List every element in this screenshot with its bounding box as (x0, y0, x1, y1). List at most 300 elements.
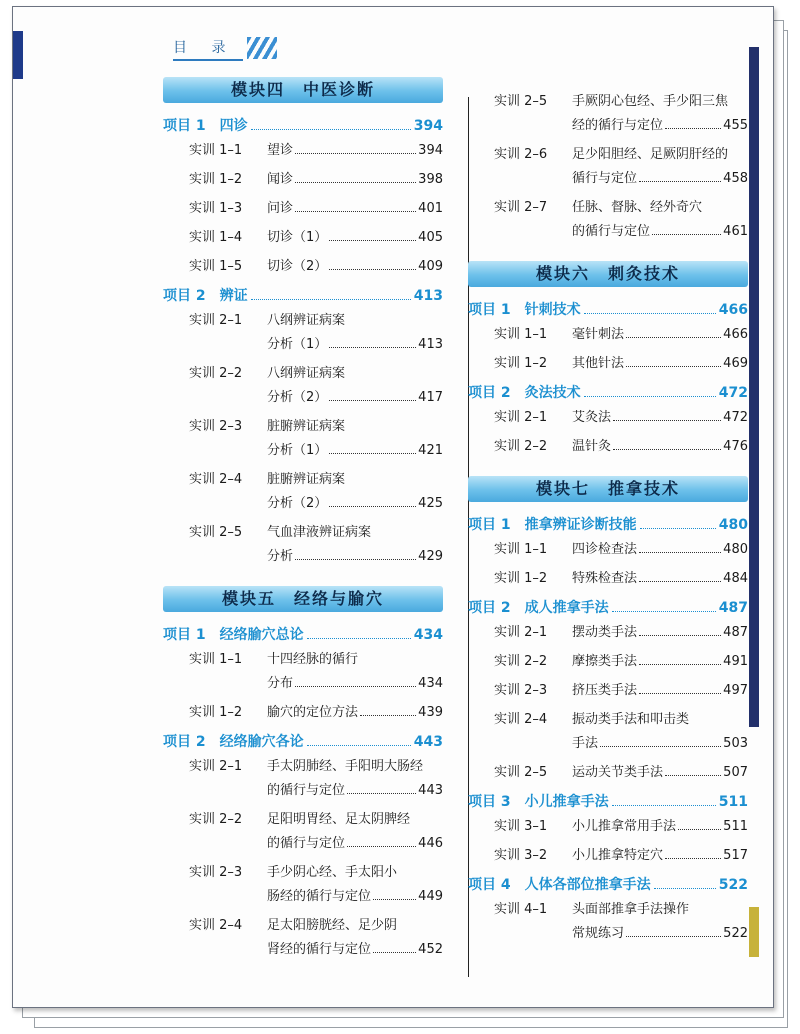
entry-line (267, 861, 443, 885)
entry-body (572, 352, 748, 376)
entry-body (572, 898, 748, 946)
entry-page-number: 443 (418, 783, 443, 798)
entry-title: 十四经脉的循行 (267, 652, 359, 667)
entry-line (572, 732, 748, 756)
entry-line (267, 808, 443, 832)
entry-page-number: 398 (418, 172, 443, 187)
entry-title: 足少阳胆经、足厥阴肝经的 (572, 147, 729, 162)
project-name: 针刺技术 (524, 302, 581, 318)
toc-entry (163, 808, 443, 856)
project-page-number: 413 (413, 288, 443, 304)
entry-line (267, 226, 443, 250)
entry-body (572, 650, 748, 674)
entry-title: 的循行与定位 (572, 224, 651, 239)
entry-page-number: 503 (723, 736, 748, 751)
entry-number: 实训 1–4 (189, 230, 243, 245)
toc-entry (468, 650, 748, 674)
entry-page-number: 461 (723, 224, 748, 239)
cover-edge-yellow (749, 907, 759, 957)
entry-number: 实训 2–4 (189, 472, 243, 487)
entry-number: 实训 3–1 (494, 819, 548, 834)
project-name: 人体各部位推拿手法 (524, 877, 651, 893)
entry-line (572, 922, 748, 946)
project-name: 灸法技术 (524, 385, 581, 401)
toc-entry (163, 255, 443, 279)
left-column (163, 77, 443, 967)
entry-title: 任脉、督脉、经外奇穴 (572, 200, 703, 215)
entry-body (267, 701, 443, 725)
leader-dots (584, 313, 716, 314)
leader-dots (639, 552, 721, 553)
entry-page-number: 394 (418, 143, 443, 158)
leader-dots (639, 635, 721, 636)
entry-line (267, 255, 443, 279)
leader-dots (373, 899, 416, 900)
entry-page-number: 522 (723, 926, 748, 941)
entry-number: 实训 1–1 (189, 143, 243, 158)
entry-line (267, 168, 443, 192)
entry-title: 脏腑辨证病案 (267, 472, 346, 487)
entry-number: 实训 4–1 (494, 902, 548, 917)
entry-number: 实训 2–5 (189, 525, 243, 540)
entry-line (572, 406, 748, 430)
entry-page-number: 434 (418, 676, 443, 691)
entry-body (572, 435, 748, 459)
entry-line (267, 521, 443, 545)
entry-page-number: 480 (723, 542, 748, 557)
toc-entry (468, 90, 748, 138)
entry-title: 振动类手法和叩击类 (572, 712, 690, 727)
entry-number: 实训 2–3 (494, 683, 548, 698)
toc-entry (468, 815, 748, 839)
project-number: 项目 1 (468, 302, 511, 318)
entry-line (267, 545, 443, 569)
entry-body (267, 521, 443, 569)
module-title-bar: 模块五 经络与腧穴 (163, 586, 443, 612)
page-title: 目 录 (173, 40, 236, 56)
entry-line (267, 362, 443, 386)
entry-line (267, 439, 443, 463)
entry-body (572, 196, 748, 244)
entry-title: 足阳明胃经、足太阴脾经 (267, 812, 411, 827)
header-slash-decoration (247, 37, 277, 59)
entry-page-number: 466 (723, 327, 748, 342)
entry-line (572, 196, 748, 220)
entry-body (267, 861, 443, 909)
leader-dots (347, 846, 416, 847)
project-number: 项目 1 (163, 627, 206, 643)
entry-line (267, 648, 443, 672)
entry-line (267, 468, 443, 492)
entry-line (267, 701, 443, 725)
leader-dots (329, 347, 416, 348)
project-number: 项目 2 (163, 288, 206, 304)
entry-title: 摩擦类手法 (572, 654, 638, 669)
entry-page-number: 405 (418, 230, 443, 245)
entry-body (267, 139, 443, 163)
entry-title: 八纲辨证病案 (267, 313, 346, 328)
entry-number: 实训 3–2 (494, 848, 548, 863)
cover-edge-blue (13, 31, 23, 79)
entry-page-number: 421 (418, 443, 443, 458)
entry-body (572, 143, 748, 191)
toc-entry (163, 468, 443, 516)
leader-dots (307, 745, 411, 746)
project-page-number: 487 (718, 600, 748, 616)
module-title-bar: 模块六 刺灸技术 (468, 261, 748, 287)
entry-line (267, 914, 443, 938)
entry-number: 实训 2–2 (494, 439, 548, 454)
entry-body (267, 255, 443, 279)
entry-title: 切诊（2） (267, 259, 328, 274)
entry-line (572, 679, 748, 703)
project-heading (163, 285, 443, 305)
project-page-number: 394 (413, 118, 443, 134)
toc-entry (468, 679, 748, 703)
project-page-number: 472 (718, 385, 748, 401)
entry-line (572, 538, 748, 562)
project-page-number: 434 (413, 627, 443, 643)
entry-title: 手太阴肺经、手阳明大肠经 (267, 759, 424, 774)
cover-edge-navy (749, 47, 759, 727)
entry-page-number: 476 (723, 439, 748, 454)
entry-body (267, 914, 443, 962)
entry-number: 实训 2–3 (189, 419, 243, 434)
entry-number: 实训 1–3 (189, 201, 243, 216)
leader-dots (639, 181, 721, 182)
entry-body (572, 567, 748, 591)
entry-page-number: 425 (418, 496, 443, 511)
entry-body (572, 621, 748, 645)
entry-title: 的循行与定位 (267, 836, 346, 851)
entry-line (267, 197, 443, 221)
leader-dots (295, 559, 416, 560)
entry-page-number: 484 (723, 571, 748, 586)
entry-body (267, 362, 443, 410)
entry-title: 毫针刺法 (572, 327, 625, 342)
project-heading (163, 624, 443, 644)
entry-number: 实训 2–2 (189, 812, 243, 827)
leader-dots (639, 664, 721, 665)
entry-number: 实训 2–5 (494, 765, 548, 780)
entry-title: 肾经的循行与定位 (267, 942, 372, 957)
entry-number: 实训 1–1 (494, 327, 548, 342)
entry-line (572, 114, 748, 138)
entry-line (572, 567, 748, 591)
leader-dots (640, 528, 716, 529)
entry-line (267, 492, 443, 516)
toc-entry (468, 196, 748, 244)
toc-entry (163, 309, 443, 357)
toc-entry (468, 898, 748, 946)
leader-dots (654, 888, 716, 889)
leader-dots (329, 506, 416, 507)
entry-title: 气血津液辨证病案 (267, 525, 372, 540)
entry-line (267, 885, 443, 909)
entry-line (572, 815, 748, 839)
project-name: 小儿推拿手法 (524, 794, 609, 810)
entry-number: 实训 1–1 (494, 542, 548, 557)
project-page-number: 522 (718, 877, 748, 893)
project-heading (468, 299, 748, 319)
entry-number: 实训 1–2 (494, 571, 548, 586)
entry-number: 实训 2–1 (494, 410, 548, 425)
toc-entry (468, 538, 748, 562)
entry-page-number: 511 (723, 819, 748, 834)
project-number: 项目 3 (468, 794, 511, 810)
entry-line (572, 143, 748, 167)
leader-dots (626, 337, 721, 338)
module-title-bar: 模块四 中医诊断 (163, 77, 443, 103)
entry-body (572, 323, 748, 347)
entry-title: 问诊 (267, 201, 294, 216)
leader-dots (600, 746, 721, 747)
entry-body (267, 226, 443, 250)
entry-line (267, 415, 443, 439)
entry-body (267, 309, 443, 357)
entry-number: 实训 2–2 (494, 654, 548, 669)
leader-dots (329, 453, 416, 454)
leader-dots (251, 299, 411, 300)
entry-number: 实训 2–4 (189, 918, 243, 933)
project-page-number: 466 (718, 302, 748, 318)
entry-body (572, 406, 748, 430)
entry-number: 实训 2–1 (189, 313, 243, 328)
entry-title: 分析（2） (267, 496, 328, 511)
toc-entry (468, 567, 748, 591)
entry-title: 肠经的循行与定位 (267, 889, 372, 904)
module-title-bar: 模块七 推拿技术 (468, 476, 748, 502)
entry-page-number: 472 (723, 410, 748, 425)
entry-number: 实训 2–4 (494, 712, 548, 727)
entry-line (572, 220, 748, 244)
entry-body (572, 679, 748, 703)
entry-line (572, 90, 748, 114)
entry-body (572, 538, 748, 562)
project-heading (468, 597, 748, 617)
toc-page (12, 6, 774, 1008)
leader-dots (373, 952, 416, 953)
entry-title: 八纲辨证病案 (267, 366, 346, 381)
entry-title: 分析（2） (267, 390, 328, 405)
entry-line (572, 167, 748, 191)
toc-entry (468, 323, 748, 347)
toc-entry (468, 761, 748, 785)
toc-entry (468, 352, 748, 376)
entry-number: 实训 2–1 (189, 759, 243, 774)
page-header (173, 37, 235, 63)
toc-entry (163, 861, 443, 909)
toc-entry (163, 701, 443, 725)
toc-entry (468, 435, 748, 459)
entry-number: 实训 2–6 (494, 147, 548, 162)
project-number: 项目 2 (468, 385, 511, 401)
entry-page-number: 497 (723, 683, 748, 698)
entry-title: 望诊 (267, 143, 294, 158)
leader-dots (251, 129, 411, 130)
leader-dots (329, 400, 416, 401)
entry-page-number: 439 (418, 705, 443, 720)
entry-title: 挤压类手法 (572, 683, 638, 698)
toc-entry (163, 168, 443, 192)
entry-line (572, 650, 748, 674)
leader-dots (329, 240, 416, 241)
toc-entry (468, 844, 748, 868)
project-heading (163, 731, 443, 751)
leader-dots (347, 793, 416, 794)
entry-body (572, 844, 748, 868)
entry-title: 脏腑辨证病案 (267, 419, 346, 434)
project-number: 项目 2 (163, 734, 206, 750)
entry-title: 其他针法 (572, 356, 625, 371)
leader-dots (584, 396, 716, 397)
entry-title: 分布 (267, 676, 294, 691)
entry-page-number: 449 (418, 889, 443, 904)
leader-dots (295, 211, 416, 212)
entry-body (572, 815, 748, 839)
entry-line (572, 435, 748, 459)
entry-title: 分析（1） (267, 337, 328, 352)
project-name: 经络腧穴各论 (219, 734, 304, 750)
leader-dots (639, 581, 721, 582)
entry-page-number: 487 (723, 625, 748, 640)
entry-title: 腧穴的定位方法 (267, 705, 359, 720)
leader-dots (613, 449, 721, 450)
entry-title: 手厥阴心包经、手少阳三焦 (572, 94, 729, 109)
leader-dots (639, 693, 721, 694)
leader-dots (626, 936, 721, 937)
module-gap (163, 574, 443, 586)
entry-number: 实训 1–2 (189, 705, 243, 720)
entry-body (267, 648, 443, 696)
project-name: 辨证 (219, 288, 248, 304)
entry-number: 实训 1–1 (189, 652, 243, 667)
project-name: 成人推拿手法 (524, 600, 609, 616)
entry-title: 常规练习 (572, 926, 625, 941)
project-page-number: 480 (718, 517, 748, 533)
entry-line (572, 352, 748, 376)
entry-title: 运动关节类手法 (572, 765, 664, 780)
entry-body (572, 90, 748, 138)
entry-number: 实训 2–3 (189, 865, 243, 880)
entry-page-number: 429 (418, 549, 443, 564)
toc-entry (468, 621, 748, 645)
entry-page-number: 507 (723, 765, 748, 780)
entry-title: 切诊（1） (267, 230, 328, 245)
leader-dots (360, 715, 416, 716)
entry-number: 实训 2–5 (494, 94, 548, 109)
entry-line (572, 761, 748, 785)
leader-dots (613, 420, 721, 421)
toc-entry (163, 139, 443, 163)
entry-page-number: 401 (418, 201, 443, 216)
project-name: 推拿辨证诊断技能 (524, 517, 637, 533)
entry-number: 实训 1–2 (494, 356, 548, 371)
project-heading (468, 382, 748, 402)
project-heading (468, 874, 748, 894)
entry-title: 闻诊 (267, 172, 294, 187)
project-name: 经络腧穴总论 (219, 627, 304, 643)
leader-dots (665, 128, 721, 129)
entry-title: 分析 (267, 549, 294, 564)
entry-title: 小儿推拿特定穴 (572, 848, 664, 863)
entry-page-number: 517 (723, 848, 748, 863)
entry-body (267, 415, 443, 463)
entry-line (572, 621, 748, 645)
header-rule (173, 59, 243, 61)
entry-line (267, 938, 443, 962)
entry-line (572, 844, 748, 868)
toc-entry (163, 197, 443, 221)
entry-page-number: 413 (418, 337, 443, 352)
toc-entry (468, 143, 748, 191)
entry-body (267, 197, 443, 221)
entry-page-number: 452 (418, 942, 443, 957)
entry-title: 分析（1） (267, 443, 328, 458)
entry-title: 手法 (572, 736, 599, 751)
entry-body (267, 755, 443, 803)
entry-page-number: 458 (723, 171, 748, 186)
project-heading (163, 115, 443, 135)
entry-title: 摆动类手法 (572, 625, 638, 640)
project-page-number: 511 (718, 794, 748, 810)
toc-entry (163, 226, 443, 250)
toc-entry (163, 648, 443, 696)
entry-line (267, 139, 443, 163)
entry-page-number: 491 (723, 654, 748, 669)
entry-line (267, 832, 443, 856)
leader-dots (612, 805, 716, 806)
entry-body (267, 468, 443, 516)
entry-line (572, 898, 748, 922)
entry-title: 的循行与定位 (267, 783, 346, 798)
entry-line (572, 323, 748, 347)
toc-entry (468, 406, 748, 430)
entry-number: 实训 2–2 (189, 366, 243, 381)
entry-body (267, 808, 443, 856)
leader-dots (652, 234, 721, 235)
entry-line (572, 708, 748, 732)
entry-title: 温针灸 (572, 439, 612, 454)
entry-title: 足太阳膀胱经、足少阴 (267, 918, 398, 933)
entry-title: 四诊检查法 (572, 542, 638, 557)
entry-number: 实训 1–2 (189, 172, 243, 187)
project-heading (468, 791, 748, 811)
entry-page-number: 469 (723, 356, 748, 371)
entry-line (267, 755, 443, 779)
leader-dots (307, 638, 411, 639)
leader-dots (612, 611, 716, 612)
leader-dots (665, 858, 721, 859)
leader-dots (665, 775, 721, 776)
project-number: 项目 2 (468, 600, 511, 616)
entry-line (267, 386, 443, 410)
entry-page-number: 446 (418, 836, 443, 851)
entry-number: 实训 2–1 (494, 625, 548, 640)
entry-body (267, 168, 443, 192)
toc-entry (163, 755, 443, 803)
toc-entry (163, 914, 443, 962)
module-gap (468, 464, 748, 476)
entry-line (267, 309, 443, 333)
leader-dots (295, 182, 416, 183)
entry-title: 手少阴心经、手太阳小 (267, 865, 398, 880)
right-column (468, 87, 748, 951)
entry-line (267, 333, 443, 357)
toc-entry (163, 415, 443, 463)
entry-page-number: 409 (418, 259, 443, 274)
leader-dots (295, 686, 416, 687)
